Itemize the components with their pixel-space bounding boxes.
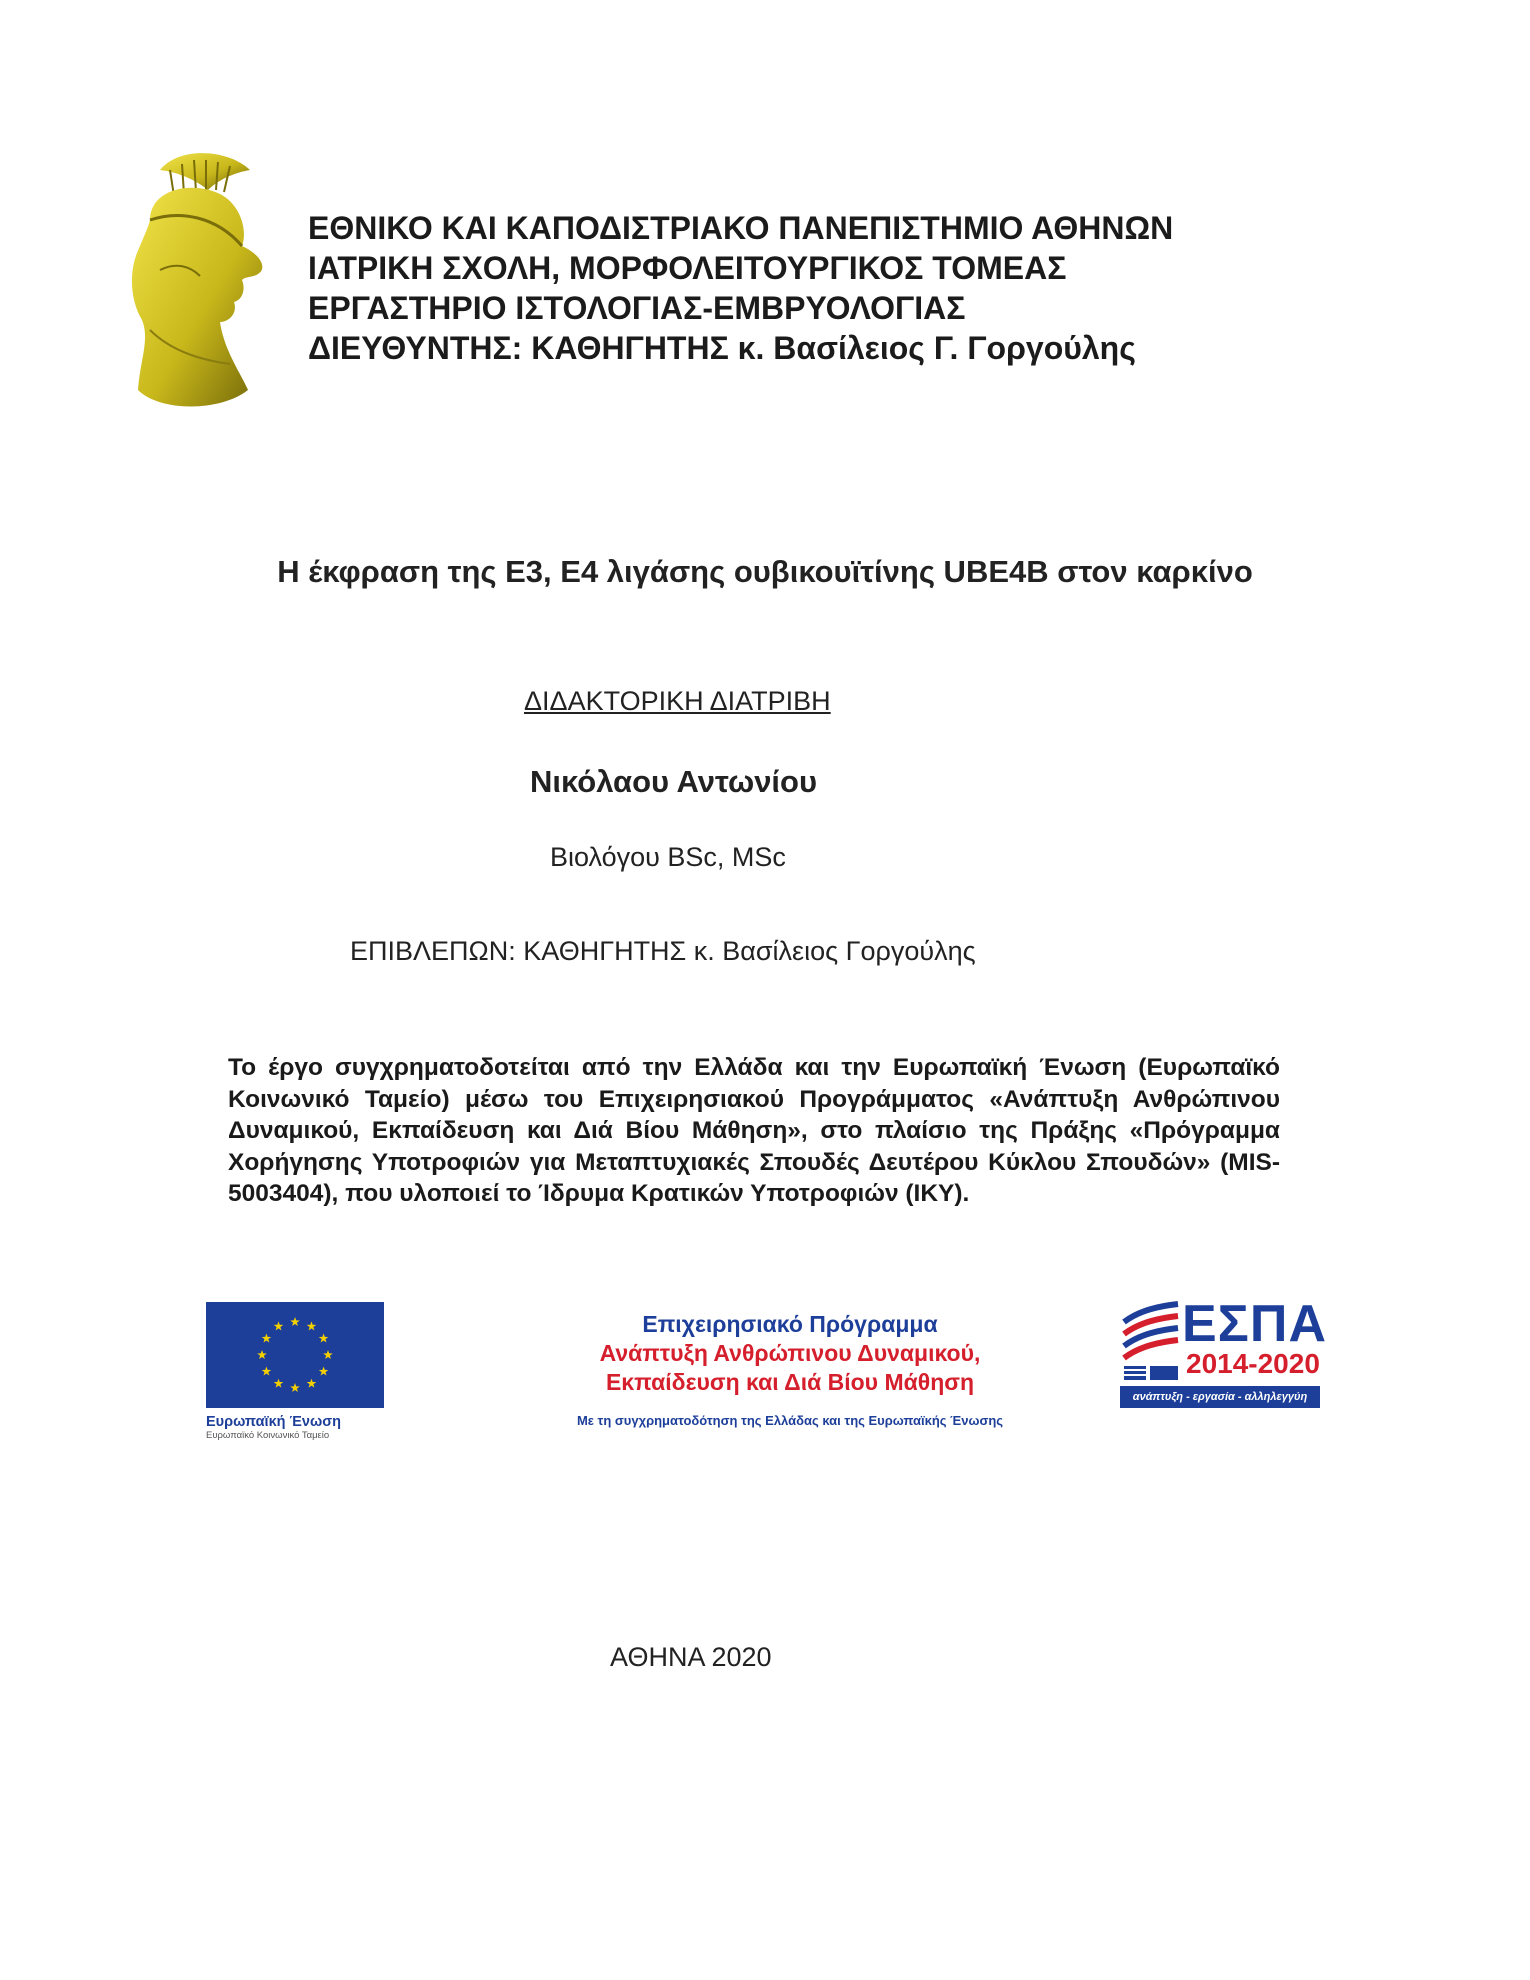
operational-programme-logo (510, 1310, 1070, 1428)
eu-flag-icon (206, 1302, 384, 1408)
author-degree: Βιολόγου BSc, MSc (550, 842, 786, 872)
op-line-3: Εκπαίδευση και Διά Βίου Μάθηση (605, 1369, 975, 1395)
eu-star-icon (274, 1379, 284, 1388)
espa-years: 2014-2020 (1186, 1348, 1320, 1379)
eu-star-icon (290, 1317, 300, 1326)
header-line-laboratory: ΕΡΓΑΣΤΗΡΙΟ ΙΣΤΟΛΟΓΙΑΣ-ΕΜΒΡΥΟΛΟΓΙΑΣ (308, 290, 966, 326)
espa-word: ΕΣΠΑ (1182, 1295, 1327, 1353)
eu-star-icon (257, 1350, 267, 1359)
op-line-4: Με τη συγχρηματοδότηση της Ελλάδας και της Ευρωπαϊκής Ένωσης (576, 1413, 1004, 1428)
eu-star-icon (262, 1334, 272, 1343)
thesis-title: Η έκφραση της Ε3, Ε4 λιγάσης ουβικουϊτίνης UBE4B στον καρκίνο (277, 554, 1253, 589)
eu-star-icon (262, 1367, 272, 1376)
supervisor: ΕΠΙΒΛΕΠΩΝ: ΚΑΘΗΓΗΤΗΣ κ. Βασίλειος Γοργούλης (350, 936, 976, 966)
header-line-university: ΕΘΝΙΚΟ ΚΑΙ ΚΑΠΟΔΙΣΤΡΙΑΚΟ ΠΑΝΕΠΙΣΤΗΜΙΟ ΑΘΗΝΩΝ (308, 210, 1174, 246)
eu-star-icon (307, 1321, 317, 1330)
eu-star-icon (290, 1383, 300, 1392)
espa-tagline: ανάπτυξη - εργασία - αλληλεγγύη (1120, 1386, 1320, 1408)
eu-star-icon (274, 1321, 284, 1330)
funding-statement: Το έργο συγχρηματοδοτείται από την Ελλάδα και την Ευρωπαϊκή Ένωση (Ευρωπαϊκό Κοινωνικό Ταμείο) μέσω του Επιχειρησιακού Προγράμματος «Ανάπτυξη Ανθρώπινου Δυναμικού, Εκπαίδευση και Διά Βίου Μάθηση», στο πλαίσιο της Πράξης «Πρόγραμμα Χορήγησης Υποτροφιών για Μεταπτυχιακές Σπουδές Δευτέρου Κύκλου Σπουδών» (MIS-5003404), που υλοποιεί το Ίδρυμα Κρατικών Υποτροφιών (ΙΚΥ). (228, 1054, 1280, 1207)
header-line-director: ΔΙΕΥΘΥΝΤΗΣ: ΚΑΘΗΓΗΤΗΣ κ. Βασίλειος Γ. Γοργούλης (308, 330, 1136, 366)
eu-subcaption: Ευρωπαϊκό Κοινωνικό Ταμείο (206, 1430, 330, 1441)
op-line-1: Επιχειρησιακό Πρόγραμμα (642, 1311, 938, 1337)
eu-logo (206, 1302, 384, 1450)
eu-caption: Ευρωπαϊκή Ένωση (206, 1414, 341, 1430)
espa-logo-icon (1120, 1295, 1327, 1412)
university-header (308, 208, 1173, 368)
eu-star-icon (319, 1367, 329, 1376)
op-line-2: Ανάπτυξη Ανθρώπινου Δυναμικού, (599, 1340, 981, 1366)
place-year: ΑΘΗΝΑ 2020 (610, 1642, 772, 1672)
eu-star-icon (323, 1350, 333, 1359)
eu-star-icon (319, 1334, 329, 1343)
document-type: ΔΙΔΑΚΤΟΡΙΚΗ ΔΙΑΤΡΙΒΗ (524, 686, 831, 716)
author-name: Νικόλαου Αντωνίου (530, 764, 818, 799)
header-line-school: ΙΑΤΡΙΚΗ ΣΧΟΛΗ, ΜΟΡΦΟΛΕΙΤΟΥΡΓΙΚΟΣ ΤΟΜΕΑΣ (308, 250, 1067, 286)
athena-helmet-logo-icon (120, 150, 270, 420)
eu-star-icon (307, 1379, 317, 1388)
